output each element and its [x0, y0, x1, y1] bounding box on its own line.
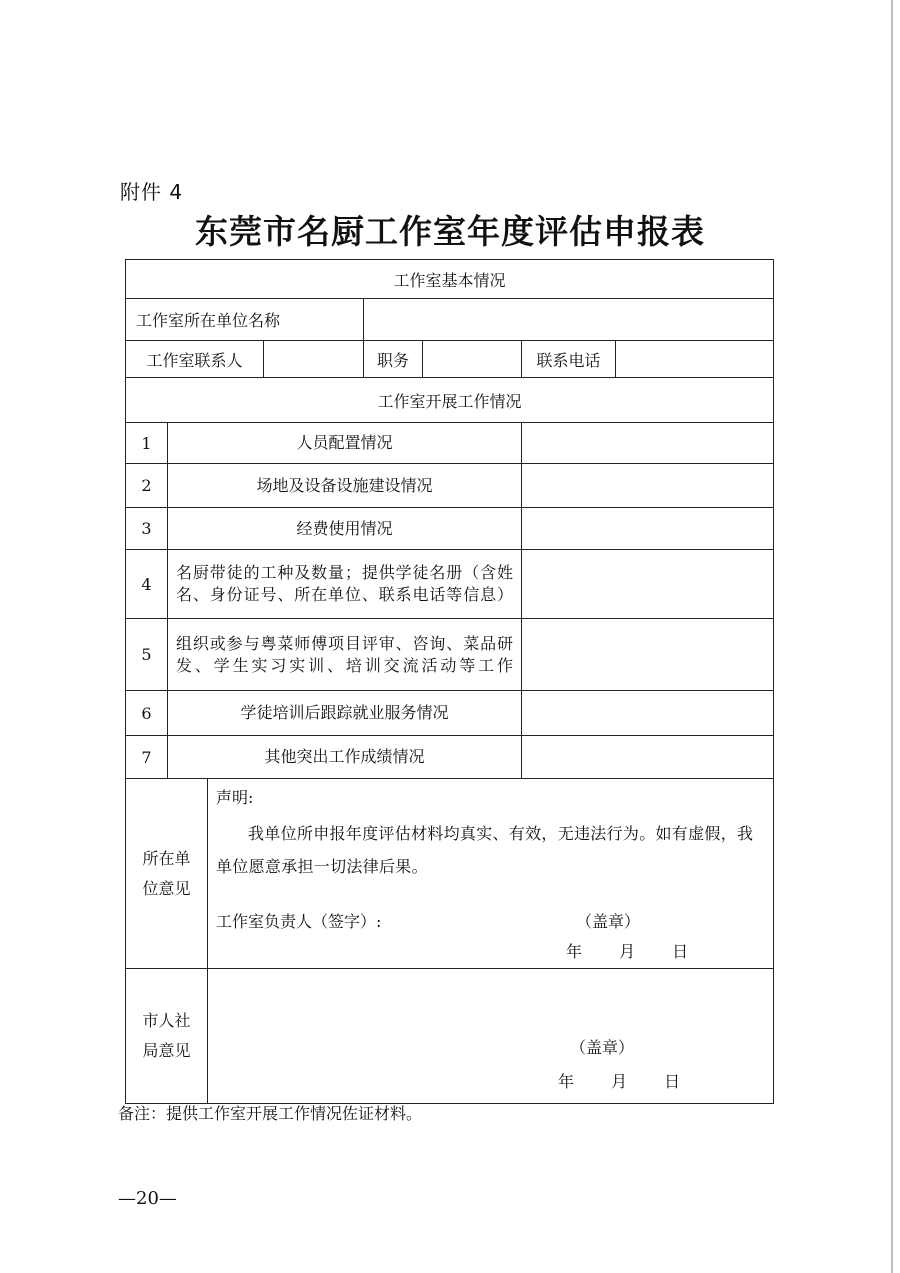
- bureau-date-label: 年 月 日: [558, 1072, 681, 1091]
- work-item-number: 3: [126, 508, 168, 550]
- signer-label: 工作室负责人（签字）:: [216, 912, 382, 931]
- work-item-row: [126, 550, 774, 619]
- contact-label: 工作室联系人: [126, 341, 264, 378]
- basic-section-header-row: [126, 260, 774, 299]
- work-item-label: 学徒培训后跟踪就业服务情况: [168, 691, 522, 736]
- work-item-label: 组织或参与粤菜师傅项目评审、咨询、菜品研发、学生实习实训、培训交流活动等工作: [168, 619, 522, 691]
- work-item-number: 1: [126, 423, 168, 464]
- work-item-field[interactable]: [522, 619, 774, 691]
- unit-name-field[interactable]: [364, 299, 774, 341]
- phone-field[interactable]: [616, 341, 774, 378]
- unit-opinion-cell[interactable]: [208, 779, 774, 969]
- bureau-opinion-label: [126, 969, 208, 1104]
- attachment-label: 附件 4: [120, 180, 184, 204]
- unit-name-label: 工作室所在单位名称: [126, 299, 364, 341]
- bureau-box: [208, 969, 773, 1103]
- work-item-label: 人员配置情况: [168, 423, 522, 464]
- work-item-field[interactable]: [522, 691, 774, 736]
- work-item-field[interactable]: [522, 464, 774, 508]
- contact-field[interactable]: [264, 341, 364, 378]
- work-item-row: [126, 736, 774, 779]
- work-section-header-row: [126, 378, 774, 423]
- unit-seal-label: （盖章）: [576, 912, 641, 931]
- work-item-row: [126, 423, 774, 464]
- work-item-number: 2: [126, 464, 168, 508]
- work-item-row: [126, 619, 774, 691]
- work-item-number: 4: [126, 550, 168, 619]
- work-item-field[interactable]: [522, 550, 774, 619]
- bureau-opinion-label-line: 市人社: [142, 1011, 191, 1030]
- work-section-title: 工作室开展工作情况: [126, 378, 774, 423]
- work-item-field[interactable]: [522, 508, 774, 550]
- unit-opinion-label-line: 所在单: [142, 848, 191, 868]
- work-item-field[interactable]: [522, 423, 774, 464]
- declaration-text: 我单位所申报年度评估材料均真实、有效，无违法行为。如有虚假，我单位愿意承担一切法律后果。: [216, 824, 754, 876]
- work-item-row: [126, 508, 774, 550]
- work-item-row: [126, 691, 774, 736]
- work-item-number: 7: [126, 736, 168, 779]
- declaration-heading: 声明:: [216, 788, 254, 807]
- unit-opinion-label: [126, 779, 208, 969]
- bureau-opinion-row: [126, 969, 774, 1104]
- form-title: 东莞市名厨工作室年度评估申报表: [195, 212, 705, 251]
- contact-row: [126, 341, 774, 378]
- position-label: 职务: [364, 341, 423, 378]
- phone-label: 联系电话: [522, 341, 616, 378]
- work-item-label: 名厨带徒的工种及数量；提供学徒名册（含姓名、身份证号、所在单位、联系电话等信息）: [168, 550, 522, 619]
- work-item-label: 其他突出工作成绩情况: [168, 736, 522, 779]
- work-item-number: 6: [126, 691, 168, 736]
- bureau-opinion-label-line: 局意见: [142, 1041, 191, 1060]
- bureau-seal-label: （盖章）: [570, 1038, 635, 1057]
- work-item-number: 5: [126, 619, 168, 691]
- position-field[interactable]: [423, 341, 522, 378]
- scan-edge-line: [891, 0, 893, 1273]
- unit-date-label: 年 月 日: [566, 942, 689, 961]
- basic-section-title: 工作室基本情况: [126, 260, 774, 299]
- unit-opinion-row: [126, 779, 774, 969]
- work-item-field[interactable]: [522, 736, 774, 779]
- evaluation-form-table: [125, 259, 774, 1104]
- work-item-row: [126, 464, 774, 508]
- work-item-label: 经费使用情况: [168, 508, 522, 550]
- unit-opinion-label-line: 位意见: [142, 878, 191, 898]
- page-number: —20—: [118, 1188, 177, 1209]
- remark-note: 备注：提供工作室开展工作情况佐证材料。: [118, 1104, 423, 1123]
- work-item-label: 场地及设备设施建设情况: [168, 464, 522, 508]
- unit-name-row: [126, 299, 774, 341]
- declaration-box: [208, 779, 773, 968]
- bureau-opinion-cell[interactable]: [208, 969, 774, 1104]
